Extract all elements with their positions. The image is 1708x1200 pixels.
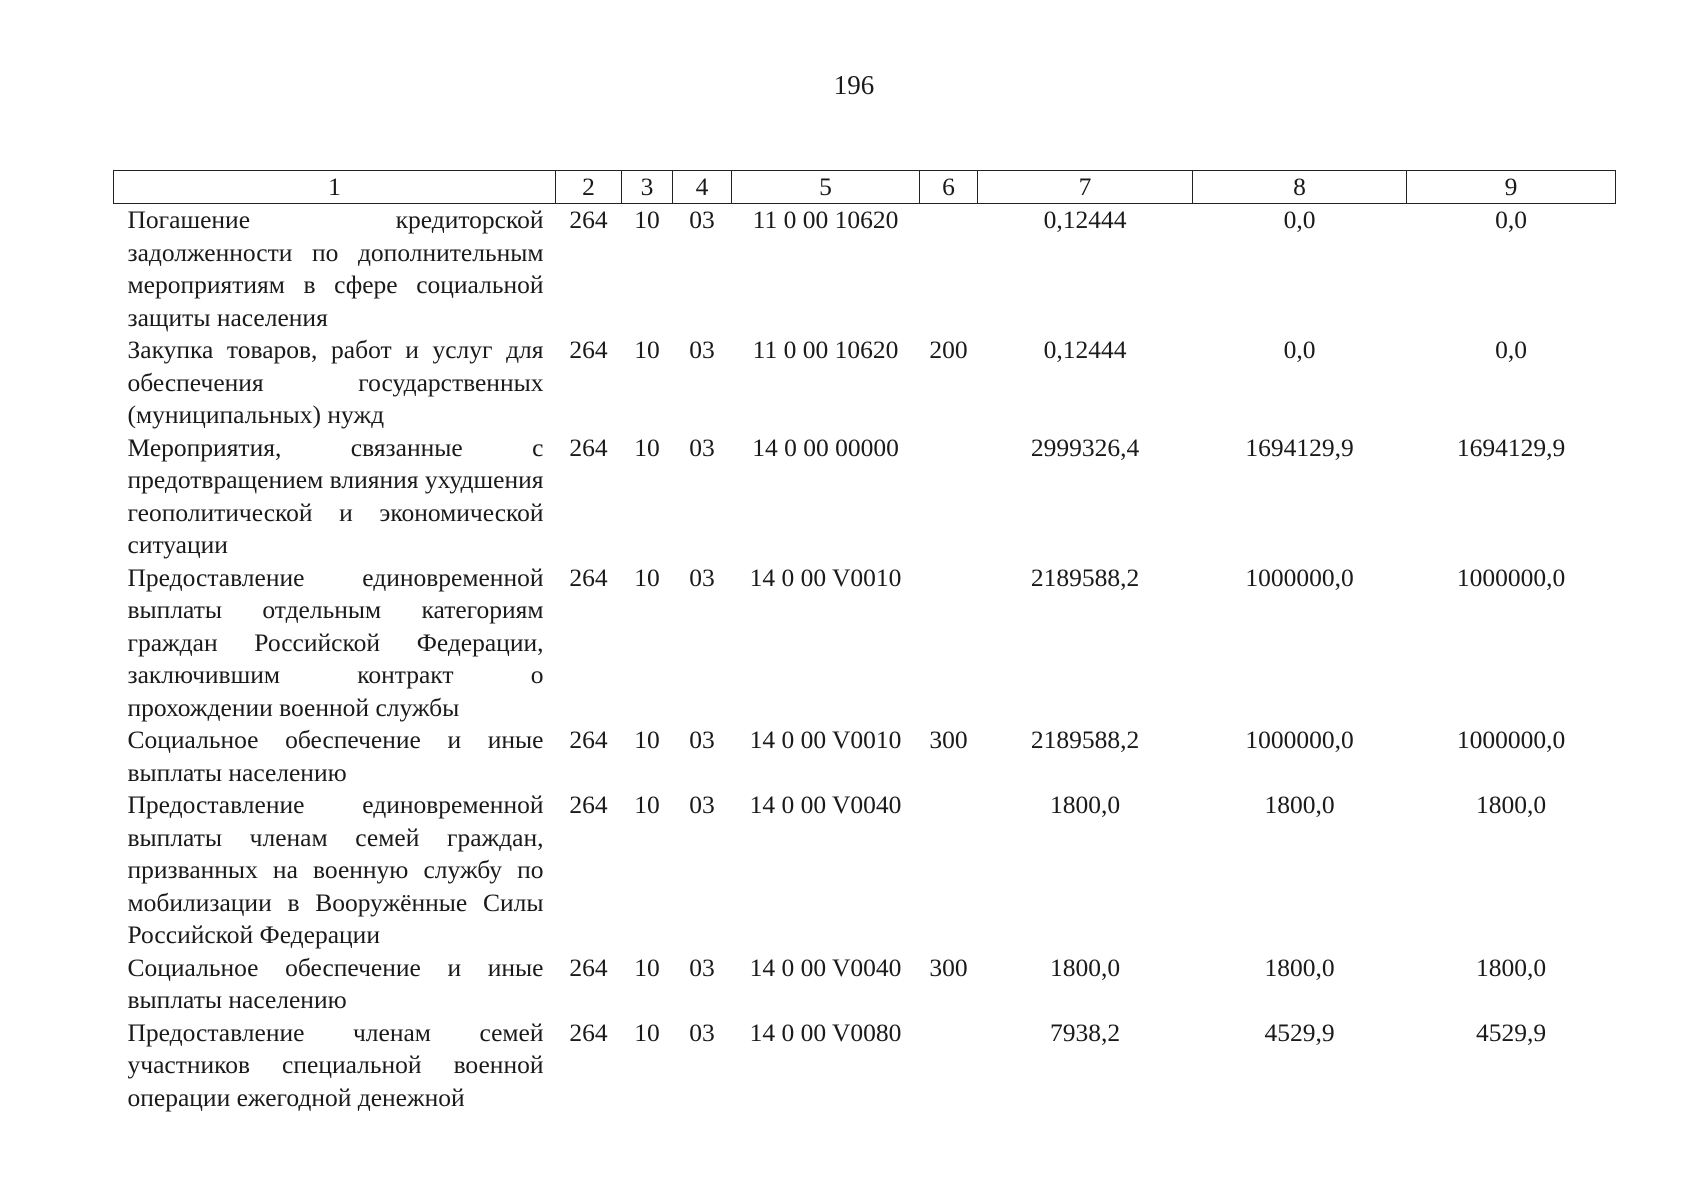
cell-amount-col9: 1000000,0 [1456,725,1566,754]
cell-expense-type [920,789,978,952]
cell-ministry: 264 [569,432,608,462]
cell-amount-col7: 2189588,2 [1030,562,1140,592]
row-name: Погашение кредиторской задолженности по дополнительным мероприятиям в сфере социальной защиты населения [127,205,544,332]
cell-amount-col7: 2189588,2 [1030,725,1140,754]
cell-amount-col9: 0,0 [1495,335,1527,364]
table-header [114,171,1616,204]
table-row [114,1017,1616,1115]
cell-expense-type [920,1017,978,1115]
column-header: 2 [556,171,622,204]
cell-target-article: 14 0 00 V0040 [749,790,902,819]
cell-subsection: 03 [689,1017,715,1047]
cell-ministry: 264 [569,335,608,364]
cell-section: 10 [634,562,660,592]
cell-ministry: 264 [569,205,608,234]
cell-amount-col9: 1800,0 [1475,952,1547,982]
cell-amount-col8: 0,0 [1283,335,1316,364]
cell-amount-col8: 4529,9 [1264,1017,1335,1047]
column-header: 1 [114,171,556,204]
cell-section: 10 [634,952,660,982]
cell-subsection: 03 [689,952,715,982]
cell-section: 10 [634,432,660,462]
cell-amount-col9: 1694129,9 [1456,432,1566,462]
column-header: 4 [673,171,732,204]
cell-ministry: 264 [569,562,608,592]
cell-amount-col9: 0,0 [1495,205,1527,234]
cell-expense-type: 200 [929,335,968,364]
table-row [114,789,1616,952]
cell-ministry: 264 [569,725,608,754]
cell-expense-type [920,562,978,725]
cell-expense-type: 300 [929,952,968,982]
table-row [114,334,1616,432]
row-name: Предоставление единовременной выплаты отдельным категориям граждан Российской Федерации, заключившим контракт о прохождении военной службы [127,562,544,722]
cell-subsection: 03 [689,725,715,754]
cell-target-article: 14 0 00 V0010 [749,562,902,592]
cell-target-article: 14 0 00 V0080 [749,1017,902,1047]
cell-target-article: 11 0 00 10620 [752,335,899,364]
cell-amount-col9: 1000000,0 [1456,562,1566,592]
cell-expense-type [920,204,978,335]
cell-amount-col9: 1800,0 [1475,790,1547,819]
cell-amount-col7: 0,12444 [1043,205,1127,234]
cell-amount-col8: 1000000,0 [1245,725,1354,754]
cell-target-article: 14 0 00 V0040 [749,952,902,982]
cell-section: 10 [634,205,660,234]
cell-section: 10 [634,790,660,819]
cell-subsection: 03 [689,335,715,364]
row-name: Социальное обеспечение и иные выплаты населению [127,952,544,1014]
cell-section: 10 [634,335,660,364]
table-row [114,562,1616,725]
row-name: Социальное обеспечение и иные выплаты населению [127,725,544,787]
cell-amount-col9: 4529,9 [1475,1017,1547,1047]
cell-amount-col8: 1800,0 [1264,952,1335,982]
column-header: 6 [920,171,978,204]
column-header: 5 [732,171,920,204]
cell-subsection: 03 [689,562,715,592]
column-header: 8 [1193,171,1407,204]
cell-ministry: 264 [569,790,608,819]
row-name: Мероприятия, связанные с предотвращением влияния ухудшения геополитической и экономической ситуации [127,432,544,559]
column-header: 9 [1407,171,1616,204]
row-name: Предоставление единовременной выплаты членам семей граждан, призванных на военную службу по мобилизации в Вооружённые Силы Российской Федерации [127,790,544,949]
cell-amount-col7: 0,12444 [1043,335,1127,364]
column-header: 7 [978,171,1193,204]
cell-amount-col8: 1694129,9 [1245,432,1354,462]
cell-amount-col8: 0,0 [1283,205,1316,234]
cell-target-article: 11 0 00 10620 [752,205,899,234]
cell-subsection: 03 [689,205,715,234]
cell-section: 10 [634,725,660,754]
cell-target-article: 14 0 00 V0010 [749,725,902,754]
row-name: Закупка товаров, работ и услуг для обеспечения государственных (муниципальных) нужд [127,335,544,429]
cell-target-article: 14 0 00 00000 [752,432,899,462]
cell-amount-col7: 7938,2 [1049,1017,1121,1047]
table-row [114,432,1616,562]
table-row [114,204,1616,335]
cell-expense-type [920,432,978,562]
cell-subsection: 03 [689,790,715,819]
table-row [114,724,1616,789]
cell-ministry: 264 [569,1017,608,1047]
table-row [114,952,1616,1017]
budget-table [113,170,1616,1114]
cell-expense-type: 300 [929,725,968,754]
cell-amount-col7: 1800,0 [1049,952,1121,982]
row-name: Предоставление членам семей участников специальной военной операции ежегодной денежной [127,1017,544,1112]
cell-amount-col7: 1800,0 [1049,790,1121,819]
cell-amount-col8: 1800,0 [1264,790,1335,819]
cell-ministry: 264 [569,952,608,982]
page-number: 196 [833,70,875,100]
column-header: 3 [622,171,673,204]
cell-amount-col7: 2999326,4 [1030,432,1140,462]
cell-amount-col8: 1000000,0 [1245,562,1354,592]
cell-subsection: 03 [689,432,715,462]
cell-section: 10 [634,1017,660,1047]
